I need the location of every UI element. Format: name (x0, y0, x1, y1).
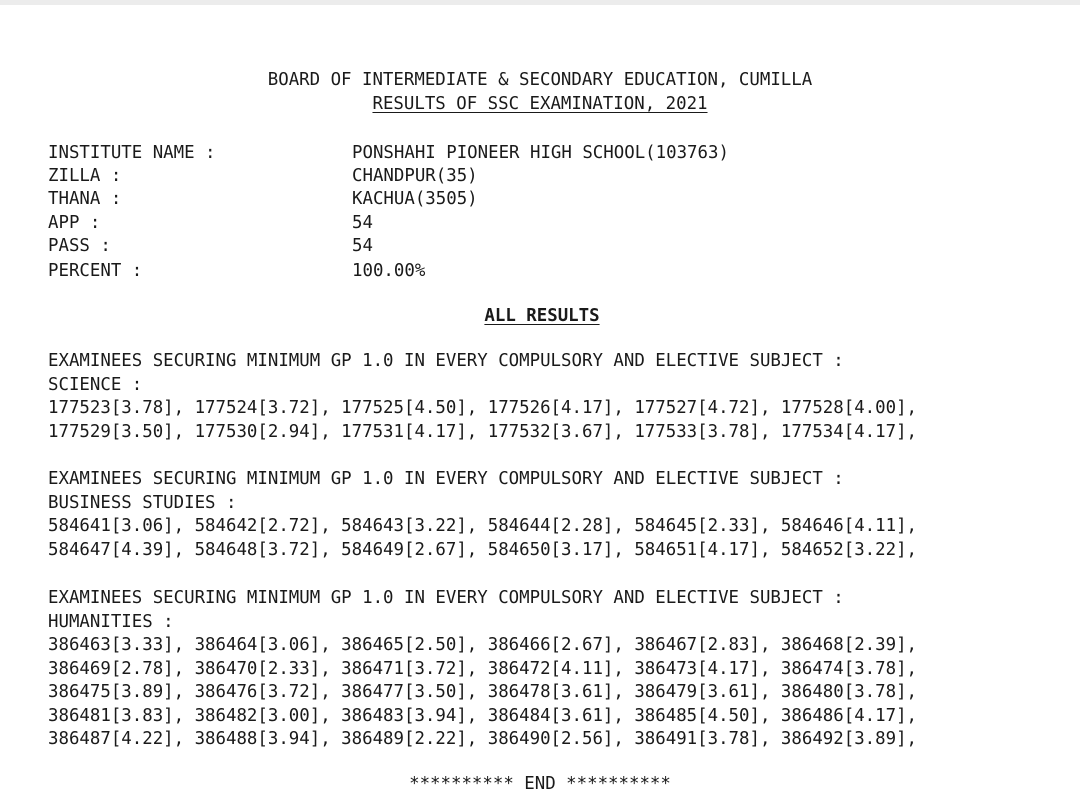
result-row: 584647[4.39], 584648[3.72], 584649[2.67], 584650[3.17], 584651[4.17], 584652[3.22], (48, 539, 918, 560)
section-group: HUMANITIES : (48, 611, 174, 632)
board-title: BOARD OF INTERMEDIATE & SECONDARY EDUCATION, CUMILLA (267, 70, 813, 90)
info-label-institute: INSTITUTE NAME : (48, 143, 216, 163)
result-row: 386463[3.33], 386464[3.06], 386465[2.50], 386466[2.67], 386467[2.83], 386468[2.39], (48, 635, 918, 655)
result-row: 177523[3.78], 177524[3.72], 177525[4.50], 177526[4.17], 177527[4.72], 177528[4.00], (48, 398, 918, 418)
result-row: 177529[3.50], 177530[2.94], 177531[4.17], 177532[3.67], 177533[3.78], 177534[4.17], (48, 421, 918, 442)
end-marker: ********** END ********** (409, 774, 671, 794)
section-business-studies (48, 468, 917, 562)
section-science (48, 350, 917, 444)
info-label-percent: PERCENT : (48, 261, 143, 281)
result-row: 386481[3.83], 386482[3.00], 386483[3.94], 386484[3.61], 386485[4.50], 386486[4.17], (48, 705, 918, 726)
info-label-thana: THANA : (48, 189, 122, 209)
section-heading: EXAMINEES SECURING MINIMUM GP 1.0 IN EVERY COMPULSORY AND ELECTIVE SUBJECT : (48, 351, 844, 371)
section-heading: EXAMINEES SECURING MINIMUM GP 1.0 IN EVERY COMPULSORY AND ELECTIVE SUBJECT : (48, 469, 844, 489)
result-row: 386475[3.89], 386476[3.72], 386477[3.50], 386478[3.61], 386479[3.61], 386480[3.78], (48, 682, 918, 702)
top-edge (0, 0, 1080, 5)
info-label-app: APP : (48, 213, 101, 233)
section-heading: EXAMINEES SECURING MINIMUM GP 1.0 IN EVERY COMPULSORY AND ELECTIVE SUBJECT : (48, 588, 844, 608)
section-group: SCIENCE : (48, 374, 143, 395)
result-row: 386487[4.22], 386488[3.94], 386489[2.22], 386490[2.56], 386491[3.78], 386492[3.89], (48, 729, 918, 749)
result-row: 584641[3.06], 584642[2.72], 584643[3.22], 584644[2.28], 584645[2.33], 584646[4.11], (48, 516, 918, 536)
info-label-zilla: ZILLA : (48, 166, 122, 186)
info-label-pass: PASS : (48, 236, 111, 256)
info-value-percent: 100.00% (352, 261, 426, 281)
info-value-app: 54 (352, 213, 373, 233)
exam-title: RESULTS OF SSC EXAMINATION, 2021 (372, 94, 708, 114)
info-value-pass: 54 (352, 236, 373, 256)
info-value-thana: KACHUA(3505) (352, 189, 478, 209)
result-row: 386469[2.78], 386470[2.33], 386471[3.72], 386472[4.11], 386473[4.17], 386474[3.78], (48, 658, 918, 679)
info-value-zilla: CHANDPUR(35) (352, 166, 478, 186)
section-humanities (48, 587, 917, 752)
info-value-institute: PONSHAHI PIONEER HIGH SCHOOL(103763) (352, 143, 729, 163)
section-group: BUSINESS STUDIES : (48, 492, 237, 513)
all-results-title: ALL RESULTS (484, 306, 600, 326)
